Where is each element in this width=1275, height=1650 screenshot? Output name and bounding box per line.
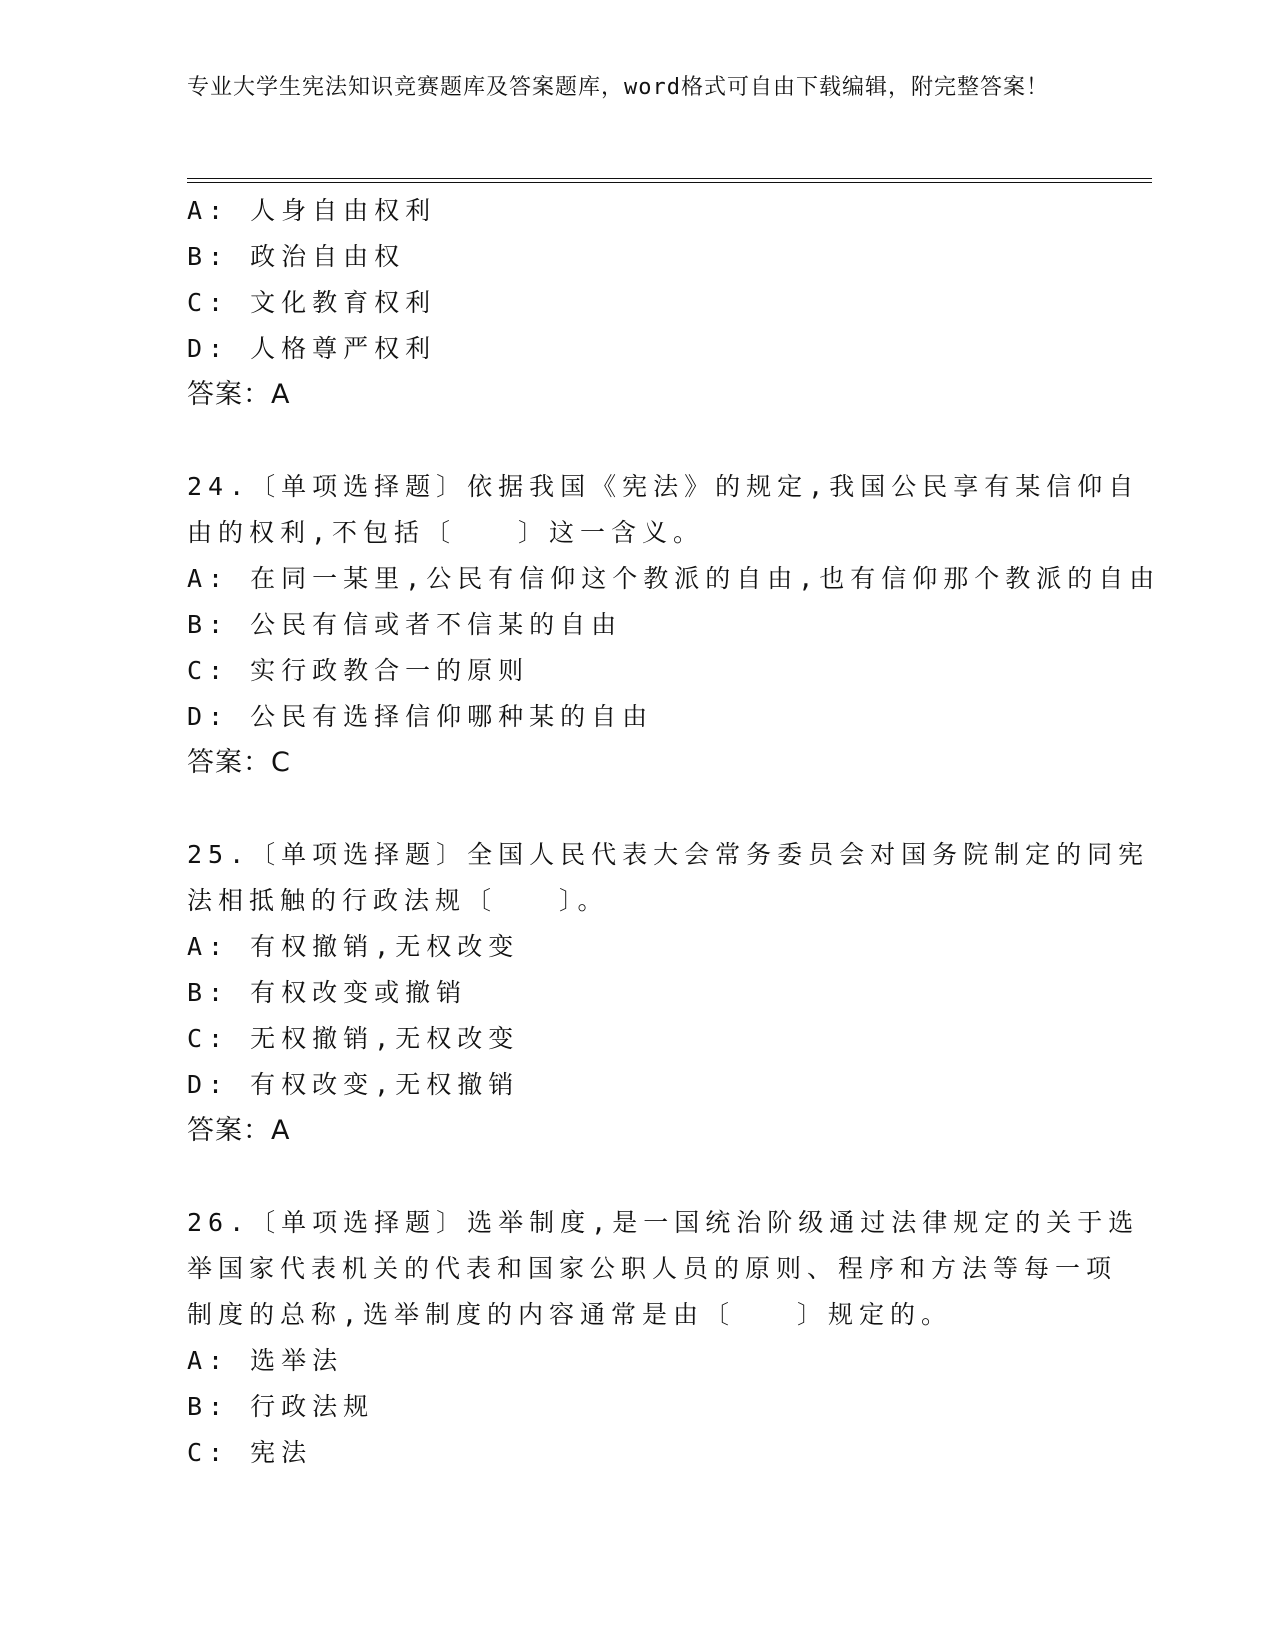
option-a: A: 人身自由权利 bbox=[187, 196, 437, 225]
spacer bbox=[187, 418, 1087, 464]
answer-line: 答案：A bbox=[187, 379, 291, 410]
option-d: D: 人格尊严权利 bbox=[187, 334, 437, 363]
option-b: B: 公民有信或者不信某的自由 bbox=[187, 610, 623, 639]
option-c: C: 实行政教合一的原则 bbox=[187, 656, 530, 685]
question-text-line: 法相抵触的行政法规〔 〕。 bbox=[187, 886, 609, 915]
answer-line: 答案：C bbox=[187, 747, 291, 778]
option-b: B: 政治自由权 bbox=[187, 242, 406, 271]
option-a: A: 在同一某里,公民有信仰这个教派的自由,也有信仰那个教派的自由 bbox=[187, 564, 1161, 593]
question-25 bbox=[187, 832, 1150, 1154]
answer-line: 答案：A bbox=[187, 1115, 291, 1146]
question-24 bbox=[187, 464, 1161, 786]
question-text-line: 由的权利,不包括〔 〕这一含义。 bbox=[187, 518, 705, 547]
question-text-line: 制度的总称,选举制度的内容通常是由〔 〕规定的。 bbox=[187, 1300, 953, 1329]
option-a: A: 有权撤销,无权改变 bbox=[187, 932, 520, 961]
question-text-line: 举国家代表机关的代表和国家公职人员的原则、程序和方法等每一项 bbox=[187, 1254, 1118, 1283]
option-d: D: 公民有选择信仰哪种某的自由 bbox=[187, 702, 654, 731]
page-header: 专业大学生宪法知识竞赛题库及答案题库，word格式可自由下载编辑，附完整答案！ bbox=[187, 75, 1049, 100]
question-26 bbox=[187, 1200, 1140, 1476]
question-text-line: 26.〔单项选择题〕选举制度,是一国统治阶级通过法律规定的关于选 bbox=[187, 1208, 1140, 1237]
question-text-line: 25.〔单项选择题〕全国人民代表大会常务委员会对国务院制定的同宪 bbox=[187, 840, 1150, 869]
option-c: C: 文化教育权利 bbox=[187, 288, 437, 317]
option-c: C: 无权撤销,无权改变 bbox=[187, 1024, 520, 1053]
previous-question-tail bbox=[187, 188, 1087, 418]
header-divider bbox=[187, 178, 1152, 183]
option-b: B: 行政法规 bbox=[187, 1392, 375, 1421]
spacer bbox=[187, 786, 1087, 832]
option-a: A: 选举法 bbox=[187, 1346, 344, 1375]
option-d: D: 有权改变,无权撤销 bbox=[187, 1070, 520, 1099]
spacer bbox=[187, 1154, 1087, 1200]
question-list bbox=[187, 188, 1161, 1476]
question-text-line: 24.〔单项选择题〕依据我国《宪法》的规定,我国公民享有某信仰自 bbox=[187, 472, 1140, 501]
option-c: C: 宪法 bbox=[187, 1438, 313, 1467]
option-b: B: 有权改变或撤销 bbox=[187, 978, 468, 1007]
